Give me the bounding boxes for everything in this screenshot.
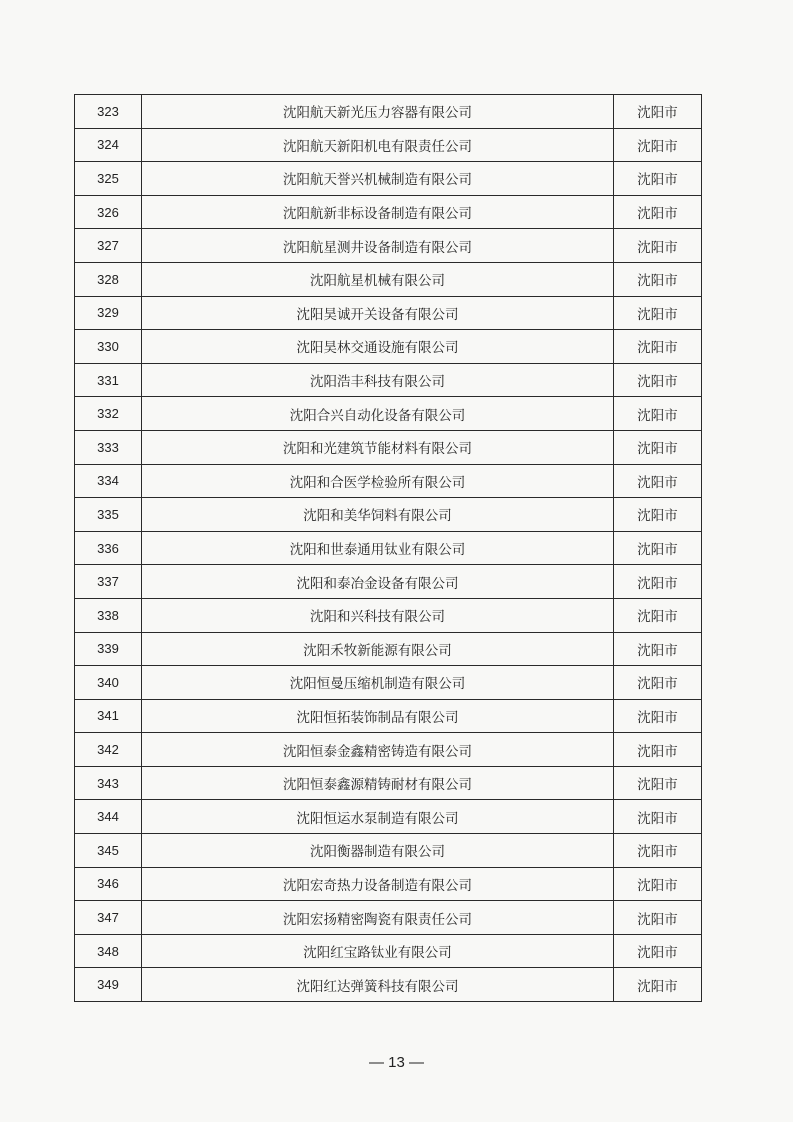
table-row: [75, 464, 702, 498]
city-name: 沈阳市: [614, 464, 702, 498]
row-index: 334: [75, 464, 142, 498]
company-name: 沈阳航天誉兴机械制造有限公司: [142, 162, 614, 196]
page-number: — 13 —: [368, 1054, 425, 1071]
city-name: 沈阳市: [614, 229, 702, 263]
city-name: 沈阳市: [614, 598, 702, 632]
table-row: [75, 901, 702, 935]
city-name: 沈阳市: [614, 800, 702, 834]
company-name: 沈阳恒运水泵制造有限公司: [142, 800, 614, 834]
row-index: 335: [75, 498, 142, 532]
company-name: 沈阳禾牧新能源有限公司: [142, 632, 614, 666]
table-row: [75, 330, 702, 364]
row-index: 338: [75, 598, 142, 632]
table-row: [75, 162, 702, 196]
row-index: 337: [75, 565, 142, 599]
city-name: 沈阳市: [614, 565, 702, 599]
company-name: 沈阳红达弹簧科技有限公司: [142, 968, 614, 1002]
city-name: 沈阳市: [614, 699, 702, 733]
city-name: 沈阳市: [614, 162, 702, 196]
city-name: 沈阳市: [614, 632, 702, 666]
company-name: 沈阳宏扬精密陶瓷有限责任公司: [142, 901, 614, 935]
company-name: 沈阳和世泰通用钛业有限公司: [142, 531, 614, 565]
table-row: [75, 531, 702, 565]
table-row: [75, 934, 702, 968]
city-name: 沈阳市: [614, 262, 702, 296]
company-name: 沈阳航天新阳机电有限责任公司: [142, 128, 614, 162]
company-name: 沈阳和泰冶金设备有限公司: [142, 565, 614, 599]
table-row: [75, 229, 702, 263]
row-index: 349: [75, 968, 142, 1002]
company-name: 沈阳浩丰科技有限公司: [142, 363, 614, 397]
city-name: 沈阳市: [614, 834, 702, 868]
table-row: [75, 834, 702, 868]
company-name: 沈阳宏奇热力设备制造有限公司: [142, 867, 614, 901]
table-row: [75, 968, 702, 1002]
table-row: [75, 598, 702, 632]
table-row: [75, 666, 702, 700]
city-name: 沈阳市: [614, 531, 702, 565]
company-name: 沈阳恒拓装饰制品有限公司: [142, 699, 614, 733]
row-index: 323: [75, 95, 142, 129]
row-index: 348: [75, 934, 142, 968]
company-name: 沈阳和光建筑节能材料有限公司: [142, 430, 614, 464]
row-index: 345: [75, 834, 142, 868]
company-name: 沈阳恒曼压缩机制造有限公司: [142, 666, 614, 700]
city-name: 沈阳市: [614, 363, 702, 397]
city-name: 沈阳市: [614, 296, 702, 330]
company-name: 沈阳红宝路钛业有限公司: [142, 934, 614, 968]
company-name: 沈阳航天新光压力容器有限公司: [142, 95, 614, 129]
table-row: [75, 397, 702, 431]
table-row: [75, 766, 702, 800]
city-name: 沈阳市: [614, 867, 702, 901]
row-index: 326: [75, 195, 142, 229]
table-row: [75, 430, 702, 464]
city-name: 沈阳市: [614, 498, 702, 532]
row-index: 346: [75, 867, 142, 901]
row-index: 341: [75, 699, 142, 733]
row-index: 344: [75, 800, 142, 834]
company-name: 沈阳昊林交通设施有限公司: [142, 330, 614, 364]
table-body: [75, 95, 702, 1002]
city-name: 沈阳市: [614, 430, 702, 464]
table-row: [75, 733, 702, 767]
row-index: 330: [75, 330, 142, 364]
company-name: 沈阳和合医学检验所有限公司: [142, 464, 614, 498]
table-row: [75, 632, 702, 666]
row-index: 333: [75, 430, 142, 464]
table-row: [75, 363, 702, 397]
row-index: 328: [75, 262, 142, 296]
row-index: 324: [75, 128, 142, 162]
company-name: 沈阳航星机械有限公司: [142, 262, 614, 296]
city-name: 沈阳市: [614, 195, 702, 229]
city-name: 沈阳市: [614, 95, 702, 129]
city-name: 沈阳市: [614, 128, 702, 162]
city-name: 沈阳市: [614, 330, 702, 364]
row-index: 329: [75, 296, 142, 330]
city-name: 沈阳市: [614, 766, 702, 800]
table-row: [75, 699, 702, 733]
row-index: 339: [75, 632, 142, 666]
company-name: 沈阳昊诚开关设备有限公司: [142, 296, 614, 330]
city-name: 沈阳市: [614, 934, 702, 968]
table-row: [75, 498, 702, 532]
row-index: 336: [75, 531, 142, 565]
company-name: 沈阳航星测井设备制造有限公司: [142, 229, 614, 263]
table-row: [75, 128, 702, 162]
table-row: [75, 262, 702, 296]
company-name: 沈阳航新非标设备制造有限公司: [142, 195, 614, 229]
row-index: 340: [75, 666, 142, 700]
city-name: 沈阳市: [614, 733, 702, 767]
row-index: 343: [75, 766, 142, 800]
row-index: 327: [75, 229, 142, 263]
city-name: 沈阳市: [614, 901, 702, 935]
city-name: 沈阳市: [614, 397, 702, 431]
row-index: 331: [75, 363, 142, 397]
company-name: 沈阳恒泰鑫源精铸耐材有限公司: [142, 766, 614, 800]
row-index: 325: [75, 162, 142, 196]
table-row: [75, 565, 702, 599]
row-index: 347: [75, 901, 142, 935]
company-list-table: [74, 94, 702, 1002]
table-row: [75, 867, 702, 901]
row-index: 342: [75, 733, 142, 767]
company-name: 沈阳和美华饲料有限公司: [142, 498, 614, 532]
row-index: 332: [75, 397, 142, 431]
city-name: 沈阳市: [614, 968, 702, 1002]
company-name: 沈阳恒泰金鑫精密铸造有限公司: [142, 733, 614, 767]
company-name: 沈阳合兴自动化设备有限公司: [142, 397, 614, 431]
city-name: 沈阳市: [614, 666, 702, 700]
company-name: 沈阳和兴科技有限公司: [142, 598, 614, 632]
company-name: 沈阳衡器制造有限公司: [142, 834, 614, 868]
table-row: [75, 195, 702, 229]
table-row: [75, 296, 702, 330]
table-row: [75, 800, 702, 834]
table-row: [75, 95, 702, 129]
